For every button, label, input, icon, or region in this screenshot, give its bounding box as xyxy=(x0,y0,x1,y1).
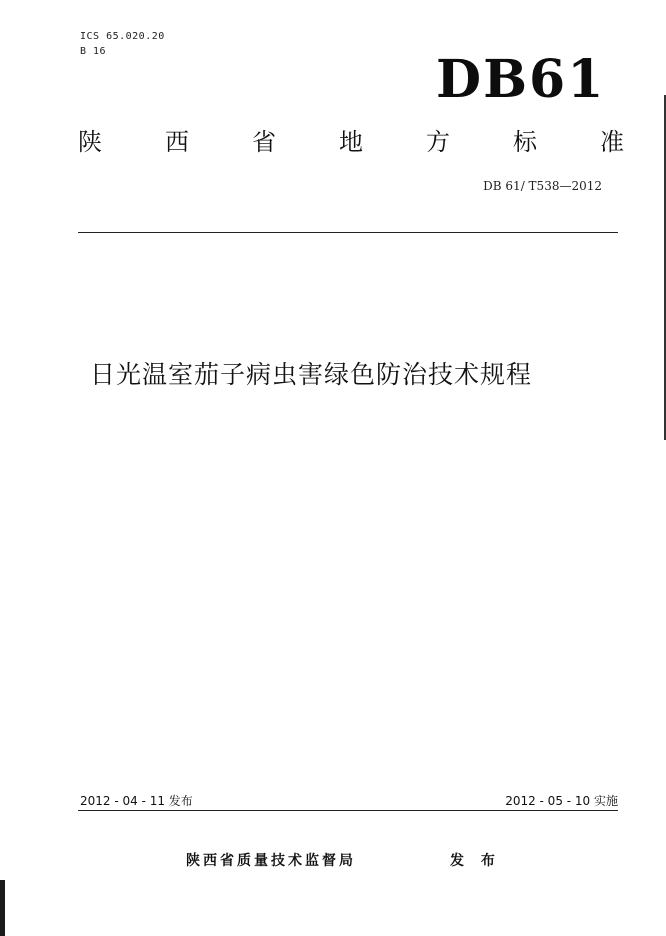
scan-edge-left xyxy=(0,880,5,936)
standard-number: DB 61/ T538—2012 xyxy=(483,179,602,193)
publish-label: 发 布 xyxy=(450,853,501,869)
classification-code: B 16 xyxy=(80,46,107,57)
ics-code: ICS 65.020.20 xyxy=(80,31,165,42)
standard-type-char: 陕 xyxy=(78,128,102,156)
issue-date: 2012 - 04 - 11 发布 xyxy=(80,794,193,808)
standard-type-char: 标 xyxy=(513,128,537,156)
standard-type-char: 准 xyxy=(600,128,624,156)
standard-type-char: 西 xyxy=(165,128,189,156)
footer-divider xyxy=(78,810,618,811)
document-title: 日光温室茄子病虫害绿色防治技术规程 xyxy=(90,360,533,389)
standard-type-char: 省 xyxy=(252,128,276,156)
standard-type-char: 地 xyxy=(339,128,363,156)
header-divider xyxy=(78,232,618,233)
db61-logo: DB61 xyxy=(436,49,606,110)
standard-type-char: 方 xyxy=(426,128,450,156)
standard-type-heading xyxy=(78,126,624,158)
implementation-date: 2012 - 05 - 10 实施 xyxy=(505,794,618,808)
publisher-name: 陕西省质量技术监督局 xyxy=(186,853,356,869)
